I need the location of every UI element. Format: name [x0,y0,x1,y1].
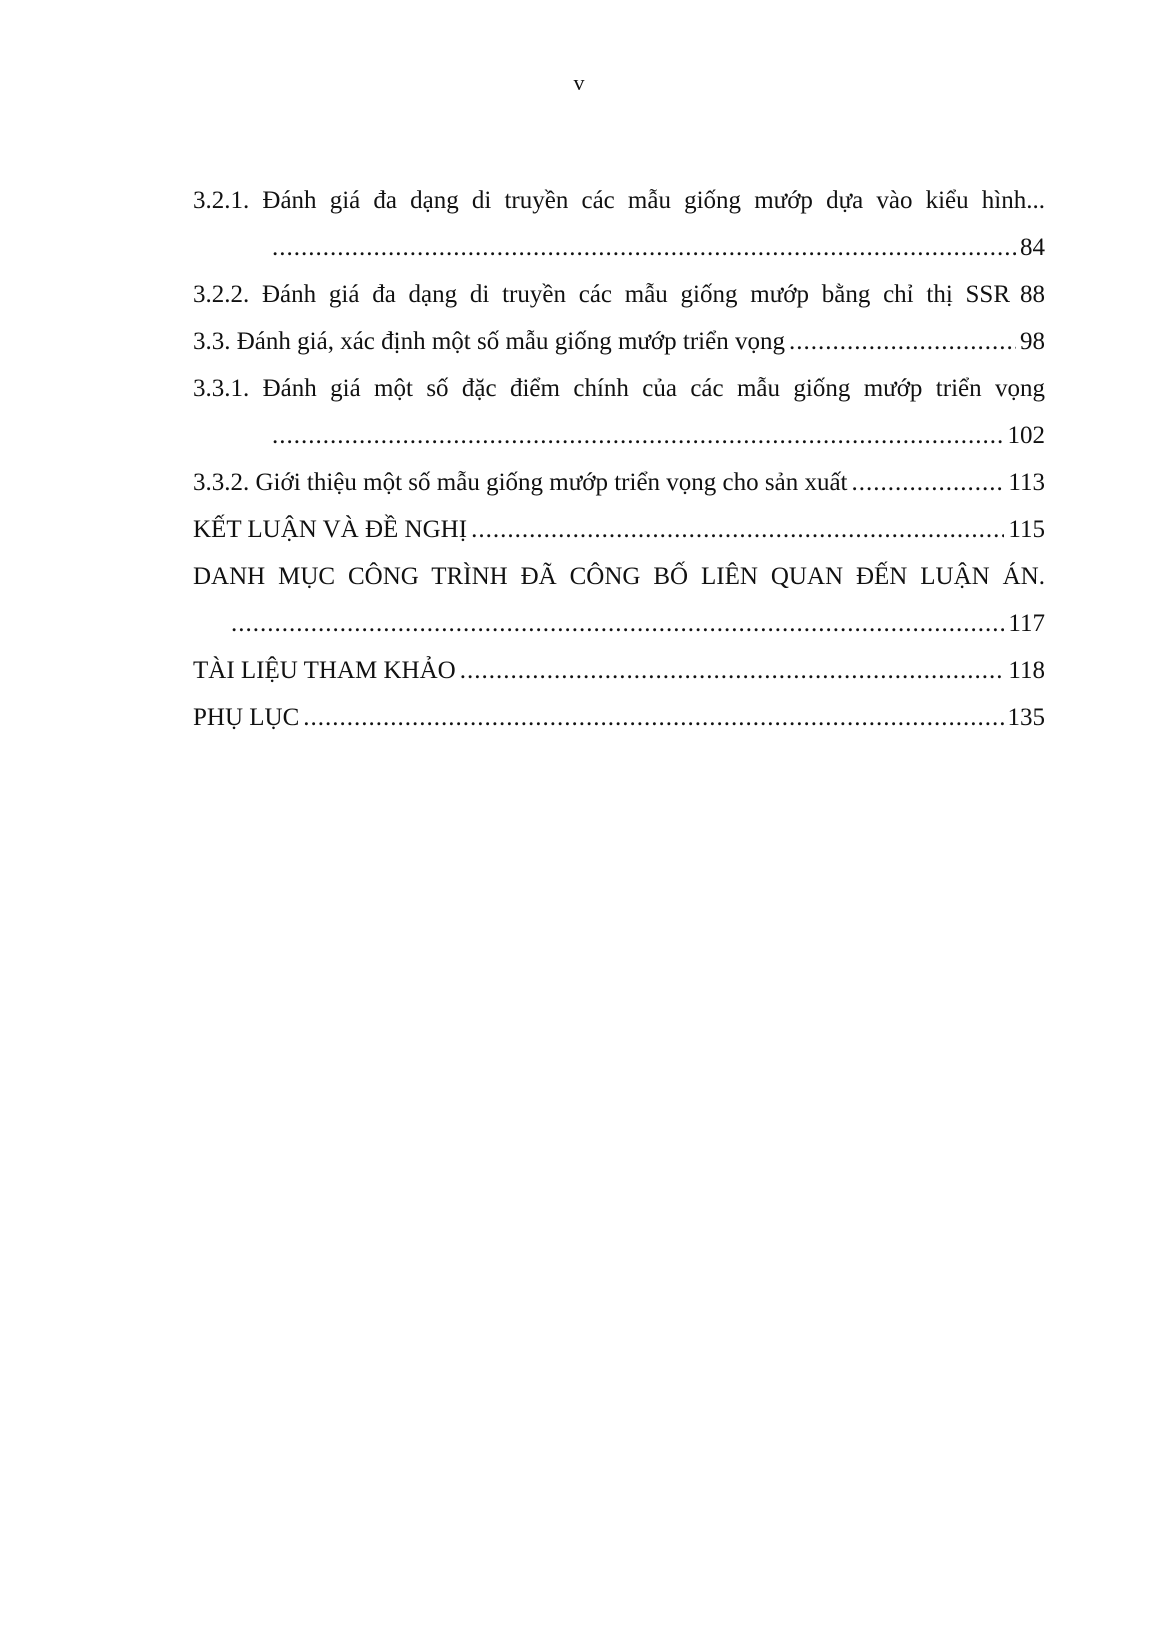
toc-leader-dots [789,324,1016,360]
toc-entry-title: KẾT LUẬN VÀ ĐỀ NGHỊ [193,516,468,543]
toc-leader-dots [231,606,1004,642]
toc-entry-page: 117 [1008,610,1045,637]
toc-entry-danh-muc-page-line[interactable] [193,606,1045,653]
toc-leader-dots [460,653,1005,689]
toc-entry-3-3[interactable] [193,324,1045,371]
toc-leader-dots [272,418,1004,454]
toc-entry-3-3-1-page-line[interactable] [193,418,1045,465]
toc-entry-page: 98 [1020,328,1045,355]
toc-entry-phu-luc[interactable] [193,700,1045,747]
toc-leader-dots [471,512,1004,548]
toc-entry-title: DANH MỤC CÔNG TRÌNH ĐÃ CÔNG BỐ LIÊN QUAN ĐẾN LUẬN ÁN. [193,563,1045,590]
toc-leader-dots [272,230,1016,266]
toc-entry-page: 115 [1008,516,1045,543]
toc-entry-title: 3.3. Đánh giá, xác định một số mẫu giống mướp triển vọng [193,328,785,355]
toc-entry-3-2-1-page-line[interactable] [193,230,1045,277]
toc-leader-dots [303,700,1003,736]
toc-entry-title: 3.3.2. Giới thiệu một số mẫu giống mướp triển vọng cho sản xuất [193,469,848,496]
toc-entry-tai-lieu[interactable] [193,653,1045,700]
toc-entry-page: 102 [1007,422,1045,449]
toc-entry-title: TÀI LIỆU THAM KHẢO [193,657,456,684]
toc-entry-page: 88 [1020,281,1045,308]
toc-entry-page: 84 [1020,234,1045,261]
toc-entry-title: 3.3.1. Đánh giá một số đặc điểm chính của các mẫu giống mướp triển vọng [193,375,1045,402]
toc-entry-page: 135 [1007,704,1045,731]
toc-entry-page: 113 [1008,469,1045,496]
toc-entry-3-2-1-title-line[interactable] [193,183,1045,230]
toc-leader-dots [852,465,1005,501]
toc-entry-title: 3.2.2. Đánh giá đa dạng di truyền các mẫu giống mướp bằng chỉ thị SSR [193,281,1010,308]
toc-entry-title: PHỤ LỤC [193,704,300,731]
table-of-contents [193,183,1045,747]
toc-entry-title: 3.2.1. Đánh giá đa dạng di truyền các mẫu giống mướp dựa vào kiểu hình... [193,187,1045,214]
toc-entry-3-3-1-title-line[interactable] [193,371,1045,418]
toc-entry-page: 118 [1008,657,1045,684]
page-number: v [573,70,585,95]
toc-entry-ket-luan[interactable] [193,512,1045,559]
toc-entry-3-3-2[interactable] [193,465,1045,512]
toc-entry-3-2-2[interactable] [193,277,1045,324]
toc-entry-danh-muc-title-line[interactable] [193,559,1045,606]
